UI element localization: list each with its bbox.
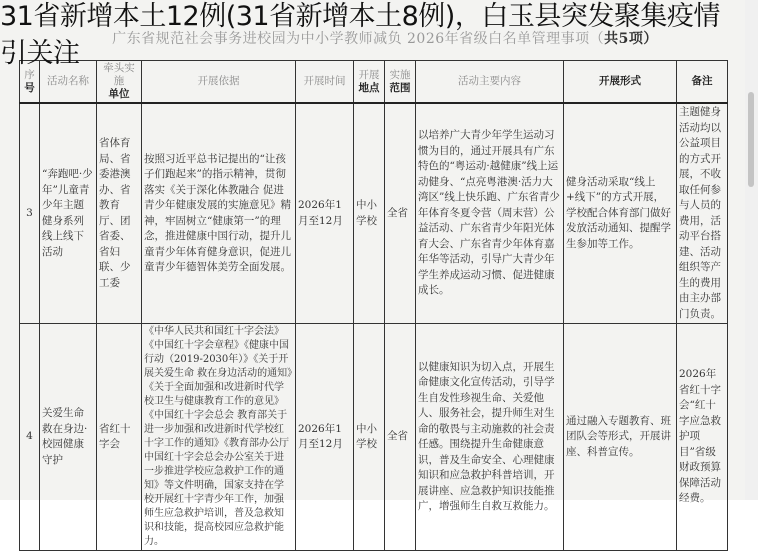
cell-unit: 省体育局、省委港澳办、省教育厅、团省委、省妇联、少工委 [97,103,142,324]
cell-note: 主题健身活动均以公益项目的方式开展，不收取任何参与人员的费用，活动平台搭建、活动组织等产生的费用由主办部门负责。 [677,103,728,324]
header-time: 开展时间 [296,61,354,104]
cell-name: 关爱生命 救在身边·校园健康守护 [40,324,97,551]
cell-form: 健身活动采取“线上+线下”的方式开展，学校配合体育部门做好发放活动通知、提醒学生参加等工作。 [564,103,677,324]
cell-note: 2026年省红十字会“红十字应急救护项目”省级财政预算保障活动经费。 [677,324,728,551]
header-seq: 序 号 [20,61,40,104]
table-row [20,324,728,551]
cell-basis: 按照习近平总书记提出的“让孩子们跑起来”的指示精神，贯彻落实《关于深化体教融合 促进青少年健康发展的实施意见》精神，牢固树立“健康第一”的理念，推进健康中国行动，提升儿童青少年体育健身意识，促进儿童青少年德智体美劳全面发展。 [142,103,296,324]
cell-place: 中小学校 [354,324,385,551]
header-unit: 牵头实施 单位 [97,61,142,104]
cell-content: 以健康知识为切入点，开展生命健康文化宣传活动，引导学生自发性珍视生命、关爱他人、服务社会，提升师生对生命的敬畏与主动施救的社会责任感。围绕提升生命健康意识，普及生命安全、心理健康知识和应急救护科普培训，开展讲座、应急救护知识技能推广，增强师生自救互救能力。 [416,324,564,551]
cell-seq: 4 [20,324,40,551]
cell-scope: 全省 [385,103,416,324]
document-title-text: 广东省规范社会事务进校园为中小学教师减负 2026年省级白名单管理事项（ [112,31,605,47]
header-content: 活动主要内容 [416,61,564,104]
scrollbar-thumb[interactable] [748,92,754,187]
headline: 31省新增本土12例(31省新增本土8例)，白玉县突发聚集疫情引关注 [0,1,720,69]
cell-place: 中小学校 [354,103,385,324]
cell-unit: 省红十字会 [97,324,142,551]
document-title-count: 共5项） [604,31,658,47]
cell-time: 2026年1月至12月 [296,103,354,324]
cell-time: 2026年1月至12月 [296,324,354,551]
scrollbar[interactable] [745,0,758,500]
cell-form: 通过融入专题教育、班团队会等形式，开展讲座、科普宣传。 [564,324,677,551]
header-note: 备注 [677,61,728,104]
header-place: 开展 地点 [354,61,385,104]
header-basis: 开展依据 [142,61,296,104]
cell-seq: 3 [20,103,40,324]
table-row [20,103,728,324]
whitelist-table [19,60,728,551]
cell-content: 以培养广大青少年学生运动习惯为目的，通过开展具有广东特色的“粤运动·越健康”线上运动健身、“点亮粤港澳·活力大湾区”线上快乐跑、广东省青少年体育冬夏令营（周末营）公益活动、广东省青少年阳光体育大会、广东省青少年体育嘉年华等活动，引导广大青少年学生养成运动习惯、促进健康成长。 [416,103,564,324]
header-name: 活动名称 [40,61,97,104]
cell-basis: 《中华人民共和国红十字会法》《中国红十字会章程》《健康中国行动（2019-2030年）》《关于开展关爱生命 救在身边活动的通知》《关于全面加强和改进新时代学校卫生与健康教育工作的意见》《中国红十字会总会 教育部关于进一步加强和改进新时代学校红十字工作的通知》《教育部办公厅 中国红十字会总会办公室关于进一步推进学校应急救护工作的通知》等文件明确，国家支持在学校开展红十字青少年工作，加强师生应急救护培训，普及急救知识和技能，提高校园应急救护能力。 [142,324,296,551]
cell-scope: 全省 [385,324,416,551]
cell-name: “奔跑吧·少年”儿童青少年主题健身系列线上线下活动 [40,103,97,324]
header-form: 开展形式 [564,61,677,104]
header-scope: 实施 范围 [385,61,416,104]
